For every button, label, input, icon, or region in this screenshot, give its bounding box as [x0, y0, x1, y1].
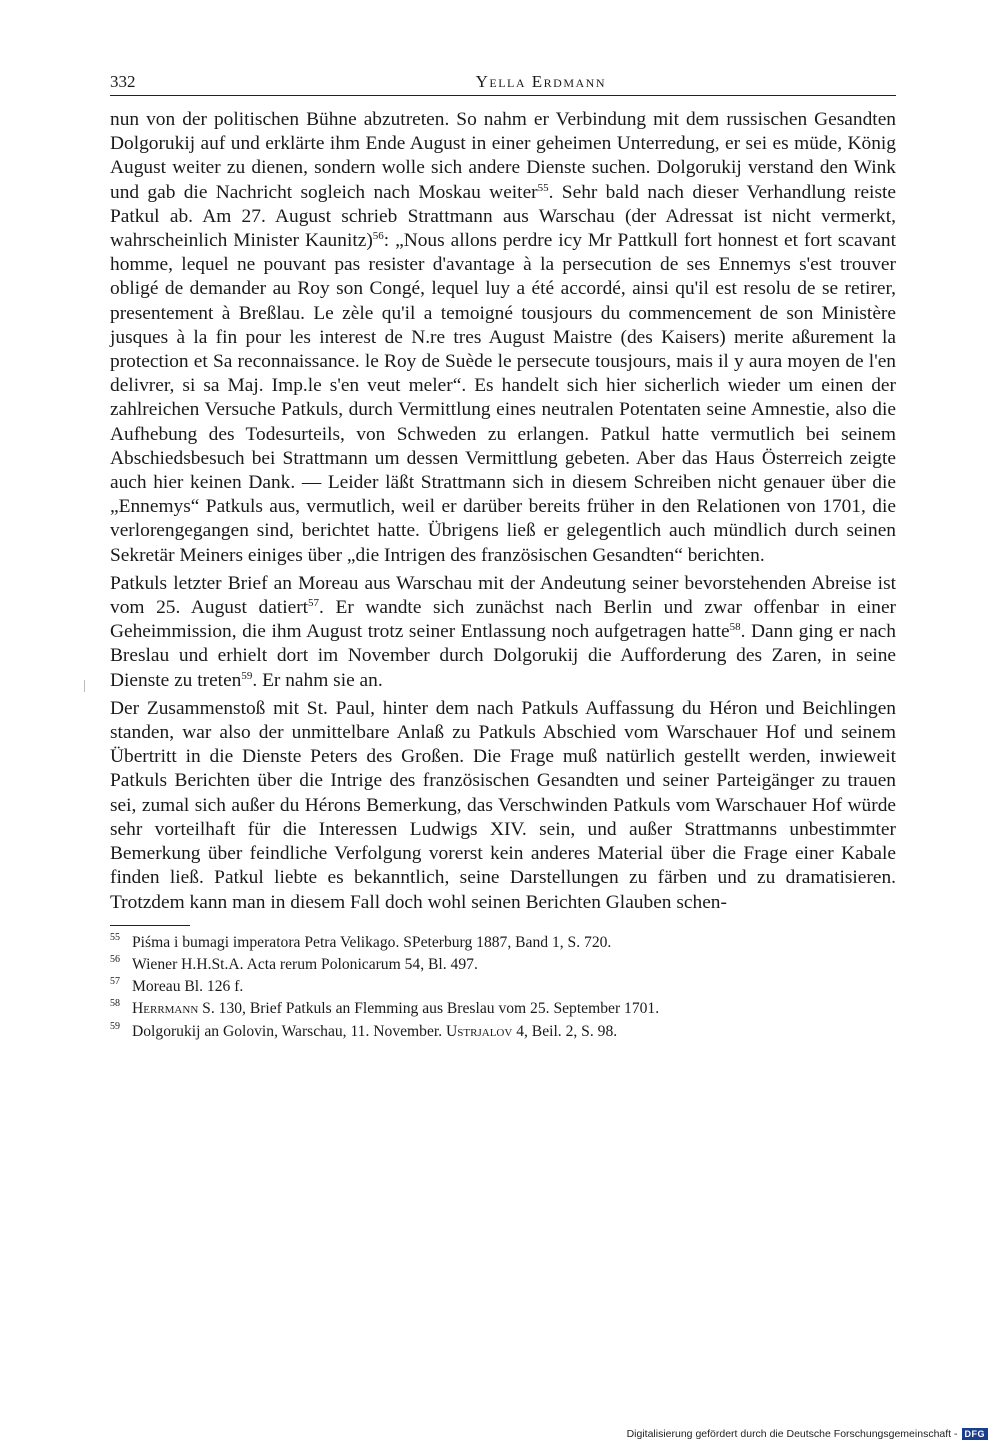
footnote-number: 56	[110, 953, 120, 965]
footnote-ref-59[interactable]: 59	[241, 669, 253, 682]
paragraph-1-text-b: . Sehr bald nach dieser Verhandlung reiste Patkul ab. Am 27. August schrieb Strattmann aus Warschau (der Adressat ist nicht vermerkt, wahrscheinlich Minister Kaunitz)	[110, 181, 896, 252]
footnote-text-rest: S. 130, Brief Patkuls an Flemming aus Breslau vom 25. September 1701.	[198, 1000, 660, 1018]
footnote-ref-57[interactable]: 57	[308, 597, 320, 610]
footnote-59	[110, 1021, 896, 1043]
paragraph-2-text-c: . Dann ging er nach Breslau und erhielt dort im November durch Dolgorukij die Aufforderung des Zaren, in seine Dienste zu treten	[110, 621, 896, 691]
footnote-55	[110, 932, 896, 954]
author-name: Ustrjalov	[446, 1022, 513, 1040]
paragraph-1-text-c: : „Nous allons perdre icy Mr Pattkull fort honnest et fort scavant homme, lequel ne pouvant pas resister d'avantage à la persecution de ses Ennemys s'est trouver obligé de demander au Roy son Congé, lequel luy a été accordé, ainsi qu'il est resolu de se retirer, presentement à Breßlau. Le zèle qu'il a temoigné tousjours du commencement de son Ministère jusques à la fin pour les interest de N.re tres August Maistre (des Kaisers) merite aßurement la protection et Sa reconnaissance. le Roy de Suède le persecute tousjours, mais il y aura moyen de l'en delivrer, si sa Maj. Imp.le s'en veut meler“. Es handelt sich hier sicherlich wieder um einen der zahlreichen Versuche Patkuls, durch Vermittlung eines neutralen Potentaten seine Amnestie, also die Aufhebung des Todesurteils, von Schweden zu erlangen. Patkul hatte vermutlich bei seinem Abschiedsbesuch bei Strattmann um dessen Vermittlung gebeten. Aber das Haus Österreich zeigte auch hier keinen Dank. — Leider läßt Strattmann sich in diesem Schreiben nicht genauer über die „Ennemys“ Patkuls aus, vermutlich, weil er darüber bereits früher in den Relationen von 1701, die verlorengegangen sind, berichtet hatte. Übrigens ließ er gelegentlich auch mündlich durch seinen Sekretär Meiners einiges über „die Intrigen des französischen Gesandten“ berichten.	[110, 230, 897, 566]
footnotes	[110, 932, 896, 1043]
footnote-ref-55[interactable]: 55	[537, 181, 549, 194]
footnote-number: 58	[110, 998, 120, 1010]
footnote-57	[110, 976, 896, 998]
page-number: 332	[110, 72, 136, 91]
footnote-text	[132, 998, 659, 1020]
dfg-logo-icon: DFG	[962, 1428, 989, 1440]
credit-text: Digitalisierung gefördert durch die Deutsche Forschungsgemeinschaft -	[626, 1428, 958, 1440]
footnote-ref-56[interactable]: 56	[372, 230, 384, 243]
running-header	[110, 72, 896, 96]
paragraph-3: Der Zusammenstoß mit St. Paul, hinter dem nach Patkuls Auffassung du Héron und Beichlingen standen, war also der unmittelbare Anlaß zu Patkuls Abschied vom Warschauer Hof und seinem Übertritt in die Dienste Peters des Großen. Die Frage muß natürlich gestellt werden, inwieweit Patkuls Berichten über die Intrige des französischen Gesandten und seiner Parteigänger zu trauen sei, zumal sich außer du Hérons Bemerkung, das Verschwinden Patkuls vom Warschauer Hof würde sehr vorteilhaft für die Interessen Ludwigs XIV. sein, und außer Strattmanns unbestimmter Bemerkung über feindliche Verfolgung vorerst kein anderes Material über die Frage einer Kabale finden ließ. Patkul liebte es bekanntlich, seine Darstellungen zu färben und zu dramatisieren. Trotzdem kann man in diesem Fall doch wohl seinen Berichten Glauben schen-	[110, 697, 896, 913]
paragraph-1	[110, 108, 896, 568]
paragraph-2-text-a: Patkuls letzter Brief an Moreau aus Warschau mit der Andeutung seiner bevorstehenden Abreise ist vom 25. August datiert	[110, 572, 896, 619]
footnote-56	[110, 954, 896, 976]
footnote-text: Moreau Bl. 126 f.	[132, 978, 244, 996]
body-text	[110, 108, 896, 915]
footnote-text	[132, 1021, 617, 1043]
paragraph-1-text-a: nun von der politischen Bühne abzutreten. So nahm er Verbindung mit dem russischen Gesandten Dolgorukij auf und erklärte ihm Ende August in einer geheimen Unterredung, er sei es müde, König August weiter zu dienen, sondern wolle sich andere Dienste suchen. Dolgorukij verstand den Wink und gab die Nachricht sogleich nach Moskau weiter	[110, 109, 896, 203]
margin-mark	[84, 680, 89, 692]
footnote-number: 57	[110, 976, 120, 988]
footnote-ref-58[interactable]: 58	[729, 621, 741, 634]
footnote-text-pre: Dolgorukij an Golovin, Warschau, 11. November.	[132, 1022, 447, 1040]
footnote-number: 59	[110, 1020, 120, 1032]
footnote-number: 55	[110, 931, 120, 943]
footnote-text-rest: 4, Beil. 2, S. 98.	[512, 1022, 618, 1040]
paragraph-2-text-b: . Er wandte sich zunächst nach Berlin und zwar offenbar in einer Geheimmission, die ihm August trotz seiner Entlassung noch aufgetragen hatte	[110, 597, 897, 643]
footnote-text: Piśma i bumagi imperatora Petra Velikago. SPeterburg 1887, Band 1, S. 720.	[132, 933, 612, 951]
digitization-credit	[627, 1428, 988, 1440]
author-name: Herrmann	[132, 1000, 199, 1018]
footnote-58	[110, 998, 896, 1020]
running-head-author: Yella Erdmann	[475, 72, 606, 91]
footnote-text: Wiener H.H.St.A. Acta rerum Polonicarum 54, Bl. 497.	[132, 955, 478, 973]
paragraph-2-text-d: . Er nahm sie an.	[252, 669, 383, 691]
footnote-divider	[110, 925, 190, 926]
page	[110, 72, 896, 1043]
paragraph-2	[110, 572, 896, 693]
